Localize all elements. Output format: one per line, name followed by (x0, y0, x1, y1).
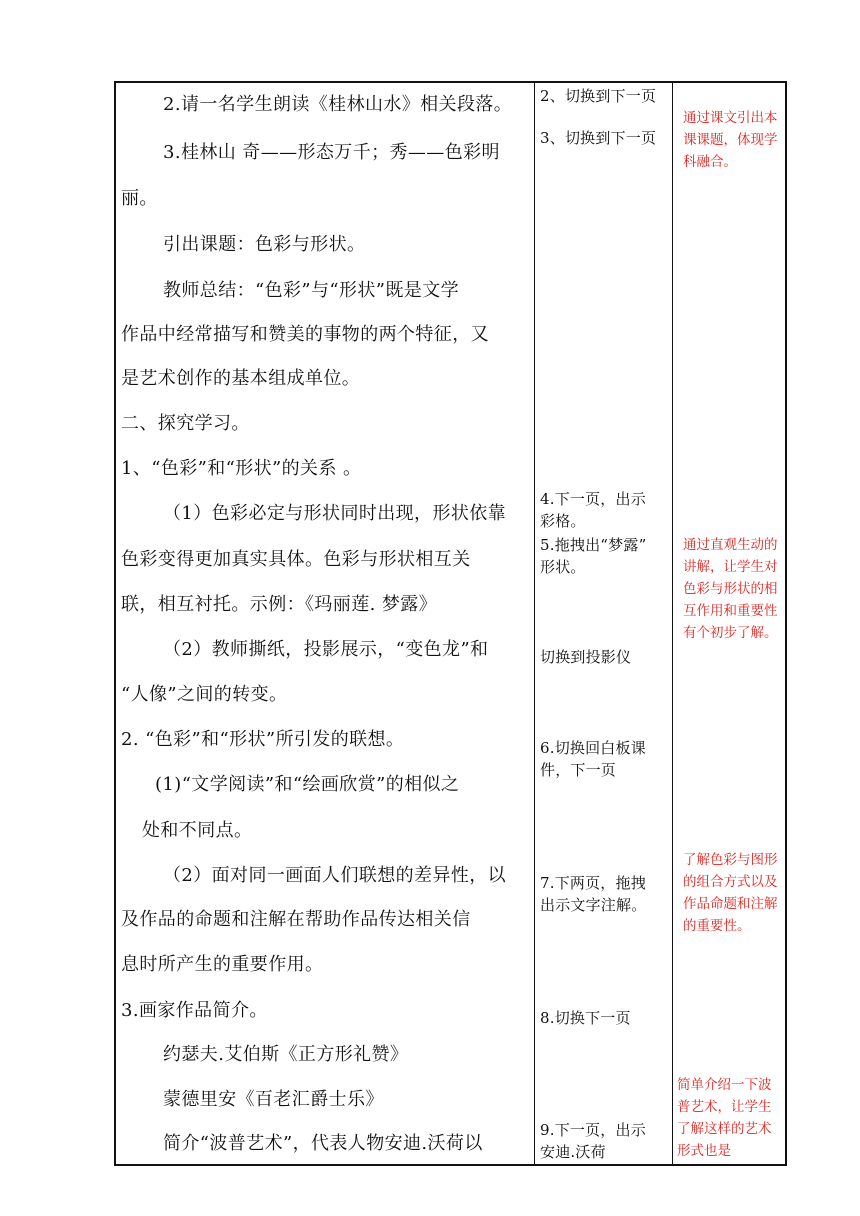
media-step: 8.切换下一页 (540, 1009, 631, 1027)
section-heading: 二、探究学习。 (121, 413, 250, 434)
content-line: (1)“文学阅读”和“绘画欣赏”的相似之 (155, 774, 460, 795)
content-line: （1）色彩必定与形状同时出现，形状依靠 (163, 503, 507, 524)
subsection-heading: 2. “色彩”和“形状”所引发的联想。 (121, 729, 405, 750)
design-note: 简单介绍一下波普艺术，让学生了解这样的艺术形式也是 (677, 1077, 772, 1159)
media-step: 6.切换回白板课 (540, 739, 646, 757)
content-line: 引出课题：色彩与形状。 (163, 234, 366, 255)
content-line: 色彩变得更加真实具体。色彩与形状相互关 (121, 549, 471, 570)
content-line: 教师总结：“色彩”与“形状”既是文学 (163, 280, 460, 301)
content-line: 处和不同点。 (142, 820, 253, 841)
content-line: 蒙德里安《百老汇爵士乐》 (163, 1089, 384, 1110)
media-step: 5.拖拽出“梦露” (540, 536, 647, 554)
media-step: 件，下一页 (540, 761, 617, 779)
column-divider-1 (534, 83, 535, 1164)
media-step: 形状。 (540, 558, 586, 576)
content-line: 2.请一名学生朗读《桂林山水》相关段落。 (163, 94, 513, 115)
content-line: “人像”之间的转变。 (121, 684, 288, 705)
media-step: 安迪.沃荷 (540, 1143, 606, 1161)
content-line: 3.桂林山 奇——形态万千；秀——色彩明 (163, 142, 500, 163)
media-step: 彩格。 (540, 512, 586, 530)
media-step: 2、切换到下一页 (540, 87, 657, 105)
content-line: （2）面对同一画面人们联想的差异性，以 (163, 865, 507, 886)
media-step: 4.下一页，出示 (540, 490, 646, 508)
content-line: 息时所产生的重要作用。 (121, 954, 324, 975)
design-note: 通过直观生动的讲解，让学生对色彩与形状的相互作用和重要性有个初步了解。 (683, 537, 778, 641)
subsection-heading: 1、“色彩”和“形状”的关系 。 (121, 458, 362, 479)
media-step: 9.下一页，出示 (540, 1121, 646, 1139)
content-line: 简介“波普艺术”，代表人物安迪.沃荷以 (163, 1133, 483, 1154)
media-step: 出示文字注解。 (540, 896, 647, 914)
content-line: 约瑟夫.艾伯斯《正方形礼赞》 (163, 1044, 409, 1065)
content-line: （2）教师撕纸，投影展示，“变色龙”和 (163, 639, 489, 660)
content-line: 联，相互衬托。示例：《玛丽莲. 梦露》 (121, 594, 438, 615)
column-divider-2 (672, 83, 673, 1164)
content-line: 是艺术创作的基本组成单位。 (121, 368, 361, 389)
design-note: 通过课文引出本课课题，体现学科融合。 (683, 110, 778, 170)
content-line: 作品中经常描写和赞美的事物的两个特征，又 (121, 324, 489, 345)
media-step: 7.下两页，拖拽 (540, 874, 646, 892)
media-step: 3、切换到下一页 (540, 129, 657, 147)
subsection-heading: 3.画家作品简介。 (121, 1000, 268, 1021)
media-step: 切换到投影仪 (540, 648, 632, 666)
content-line: 丽。 (121, 188, 158, 209)
content-line: 及作品的命题和注解在帮助作品传达相关信 (121, 909, 471, 930)
design-note: 了解色彩与图形的组合方式以及作品命题和注解的重要性。 (683, 852, 778, 934)
